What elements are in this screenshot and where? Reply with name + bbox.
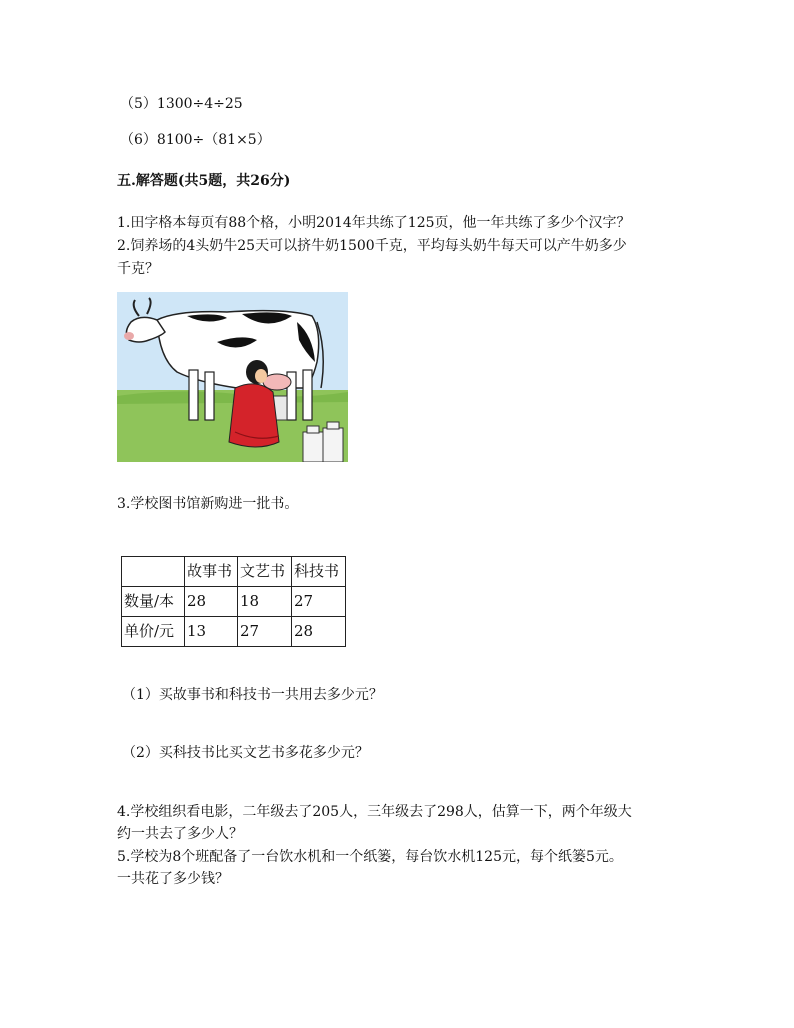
- question-4-line-2: 约一共去了多少人？: [117, 826, 243, 842]
- book-table: [121, 556, 346, 647]
- question-5-line-2: 一共花了多少钱？: [117, 871, 229, 887]
- table-cell: 数量/本: [122, 587, 185, 617]
- table-header-cell: 故事书: [185, 557, 238, 587]
- table-header-cell: [122, 557, 185, 587]
- table-cell: 13: [185, 617, 238, 647]
- question-2-line-2: 千克？: [117, 261, 159, 277]
- question-3: 3.学校图书馆新购进一批书。: [117, 496, 299, 512]
- table-cell: 18: [238, 587, 292, 617]
- table-header-cell: 科技书: [292, 557, 346, 587]
- calc-item-6: （6）8100÷（81×5）: [120, 132, 271, 148]
- question-3-subquestion-2: （2）买科技书比买文艺书多花多少元？: [122, 745, 369, 761]
- table-header-row: [122, 557, 346, 587]
- table-cell: 28: [185, 587, 238, 617]
- table-cell: 28: [292, 617, 346, 647]
- table-header-cell: 文艺书: [238, 557, 292, 587]
- table-row: [122, 617, 346, 647]
- question-2-line-1: 2.饲养场的4头奶牛25天可以挤牛奶1500千克，平均每头奶牛每天可以产牛奶多少: [117, 238, 627, 254]
- table-cell: 单价/元: [122, 617, 185, 647]
- question-5-line-1: 5.学校为8个班配备了一台饮水机和一个纸篓，每台饮水机125元，每个纸篓5元。: [117, 849, 623, 865]
- calc-item-5: （5）1300÷4÷25: [120, 96, 243, 112]
- table-cell: 27: [238, 617, 292, 647]
- section-heading: 五.解答题(共5题，共26分): [117, 173, 291, 189]
- question-4-line-1: 4.学校组织看电影，二年级去了205人，三年级去了298人，估算一下，两个年级大: [117, 804, 632, 820]
- table-row: [122, 587, 346, 617]
- cow-milking-illustration: [117, 292, 348, 462]
- question-3-subquestion-1: （1）买故事书和科技书一共用去多少元？: [122, 687, 383, 703]
- table-cell: 27: [292, 587, 346, 617]
- question-1: 1.田字格本每页有88个格，小明2014年共练了125页，他一年共练了多少个汉字？: [117, 215, 631, 231]
